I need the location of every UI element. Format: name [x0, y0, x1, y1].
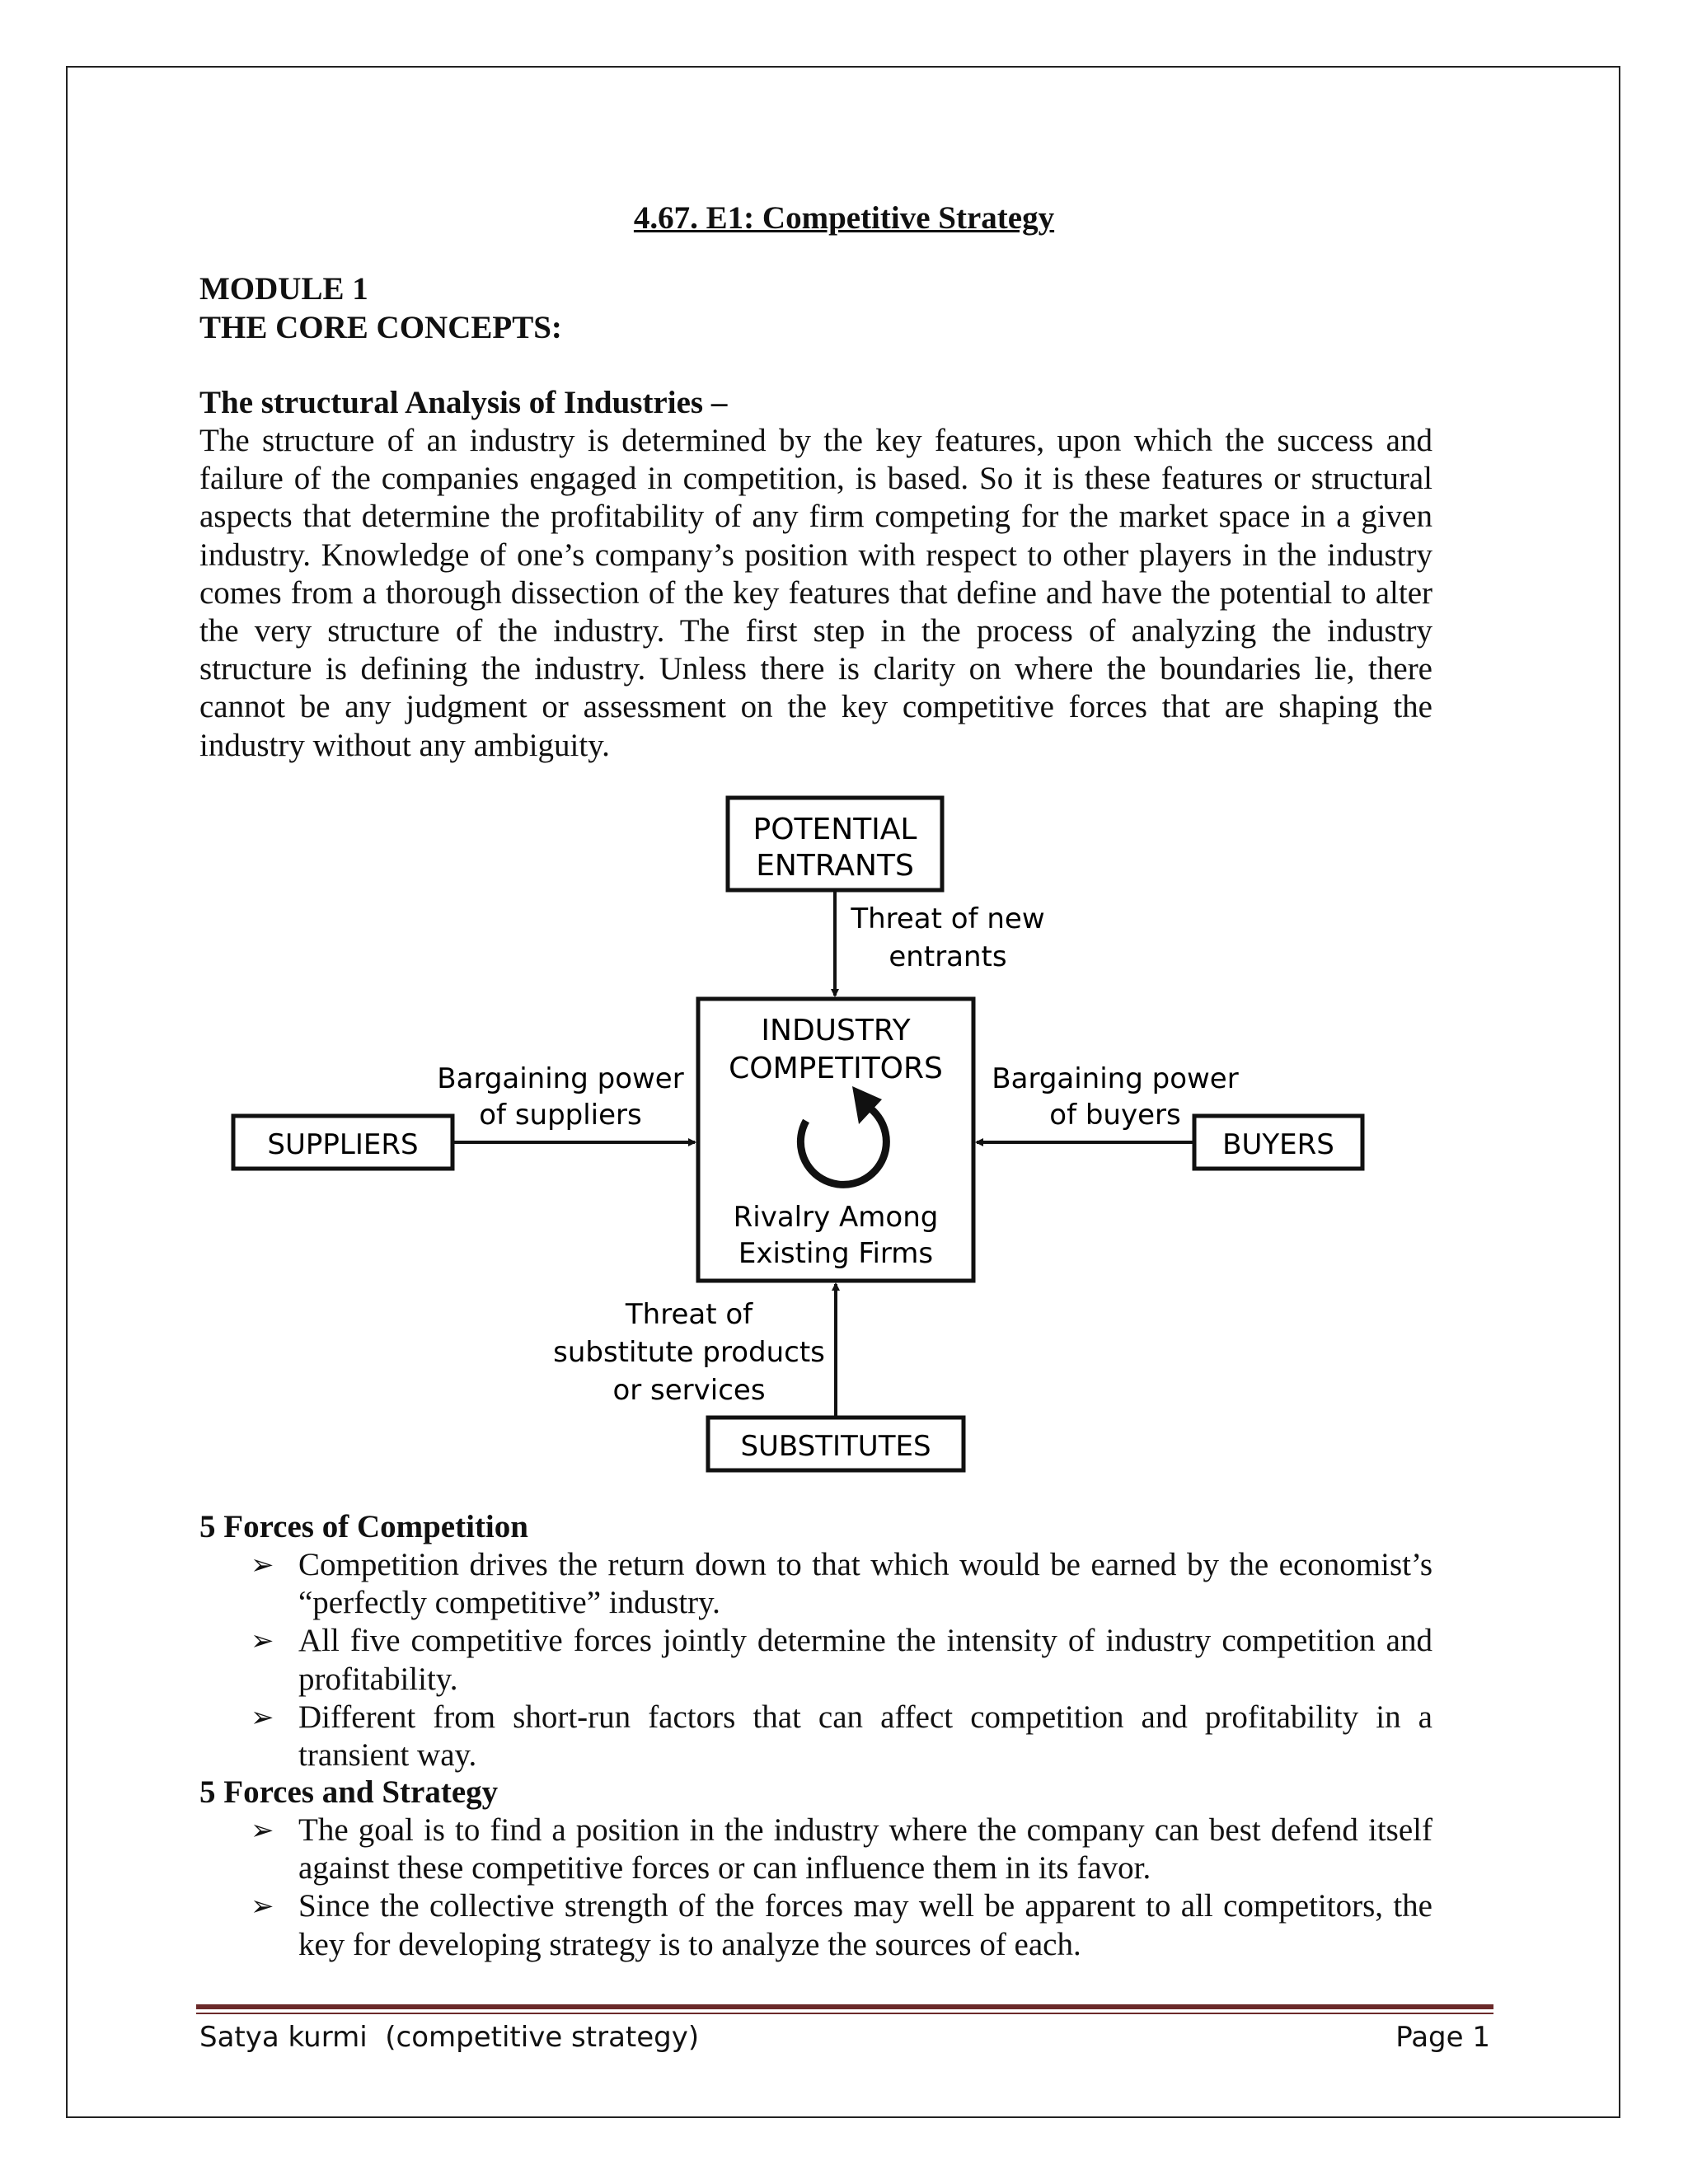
potential-entrants-label-2: ENTRANTS — [756, 849, 914, 883]
forces-bullet-list — [247, 1546, 1432, 1774]
rivalry-label-1: Rivalry Among — [733, 1201, 939, 1234]
footer-rule-thick — [196, 2004, 1493, 2009]
buyers-label: BUYERS — [1222, 1128, 1334, 1161]
section-heading-structural-analysis: The structural Analysis of Industries – — [199, 385, 728, 420]
list-item: ➢ Competition drives the return down to that which would be earned by the economist’s “perfectly competitive” industry. — [251, 1547, 1432, 1621]
threat-new-entrants-label-2: entrants — [889, 940, 1007, 973]
list-item: ➢ Different from short-run factors that can affect competition and profitability in a transient way. — [251, 1699, 1432, 1774]
list-item: ➢ All five competitive forces jointly determine the intensity of industry competition and profitability. — [251, 1623, 1432, 1697]
substitutes-label: SUBSTITUTES — [740, 1430, 931, 1463]
footer-author: Satya kurmi (competitive strategy) — [199, 2021, 700, 2054]
structural-analysis-paragraph: The structure of an industry is determined by the key features, upon which the success and failure of the companies engaged in competition, is based. So it is these features or structural aspects that determine the profitability of any firm competing for the market space in a given industry. Knowledge of one’s company’s position with respect to other players in the industry comes from a thorough dissection of the key features that define and have the potential to alter the very structure of the industry. The first step in the process of analyzing the industry structure is defining the industry. Unless there is clarity on where the boundaries lie, there cannot be any judgment or assessment on the key competitive forces that are shaping the industry without any ambiguity. — [199, 423, 1432, 763]
industry-competitors-box — [698, 999, 973, 1281]
potential-entrants-label-1: POTENTIAL — [753, 813, 917, 846]
footer-rule-thin — [196, 2013, 1493, 2014]
buyers-box — [1194, 1116, 1362, 1169]
arrow-bullet-icon: ➢ — [251, 1890, 274, 1924]
rivalry-label-2: Existing Firms — [738, 1237, 934, 1270]
list-item: ➢ The goal is to find a position in the industry where the company can best defend itself against these competitive forces or can influence them in its favor. — [251, 1812, 1432, 1886]
bargaining-buyers-label-2: of buyers — [1049, 1099, 1181, 1132]
competitors-label: COMPETITORS — [729, 1052, 943, 1085]
arrow-bullet-icon: ➢ — [251, 1549, 274, 1582]
potential-entrants-box — [728, 798, 942, 890]
arrow-bullet-icon: ➢ — [251, 1624, 274, 1658]
module-heading: MODULE 1 — [199, 271, 368, 307]
core-concepts-heading: THE CORE CONCEPTS: — [199, 310, 562, 345]
suppliers-label: SUPPLIERS — [267, 1128, 419, 1161]
strategy-heading: 5 Forces and Strategy — [199, 1774, 499, 1810]
industry-label: INDUSTRY — [761, 1014, 911, 1047]
document-title: 4.67. E1: Competitive Strategy — [633, 200, 1055, 236]
bargaining-buyers-label-1: Bargaining power — [992, 1062, 1239, 1095]
threat-substitutes-label-1: Threat of — [625, 1298, 753, 1331]
bargaining-suppliers-label-1: Bargaining power — [437, 1062, 684, 1095]
forces-heading: 5 Forces of Competition — [199, 1509, 528, 1544]
substitutes-box — [708, 1418, 964, 1470]
footer-page-number: Page 1 — [1395, 2021, 1490, 2054]
arrow-bullet-icon: ➢ — [251, 1700, 274, 1734]
bargaining-suppliers-label-2: of suppliers — [479, 1099, 642, 1132]
threat-substitutes-label-2: substitute products — [553, 1336, 825, 1369]
list-item: ➢ Since the collective strength of the forces may well be apparent to all competitors, the key for developing strategy is to analyze the sources of each. — [251, 1888, 1432, 1962]
suppliers-box — [233, 1116, 452, 1169]
strategy-bullet-list — [247, 1811, 1432, 1964]
threat-substitutes-label-3: or services — [612, 1374, 766, 1407]
threat-new-entrants-label-1: Threat of new — [851, 902, 1045, 935]
arrow-bullet-icon: ➢ — [251, 1814, 274, 1847]
